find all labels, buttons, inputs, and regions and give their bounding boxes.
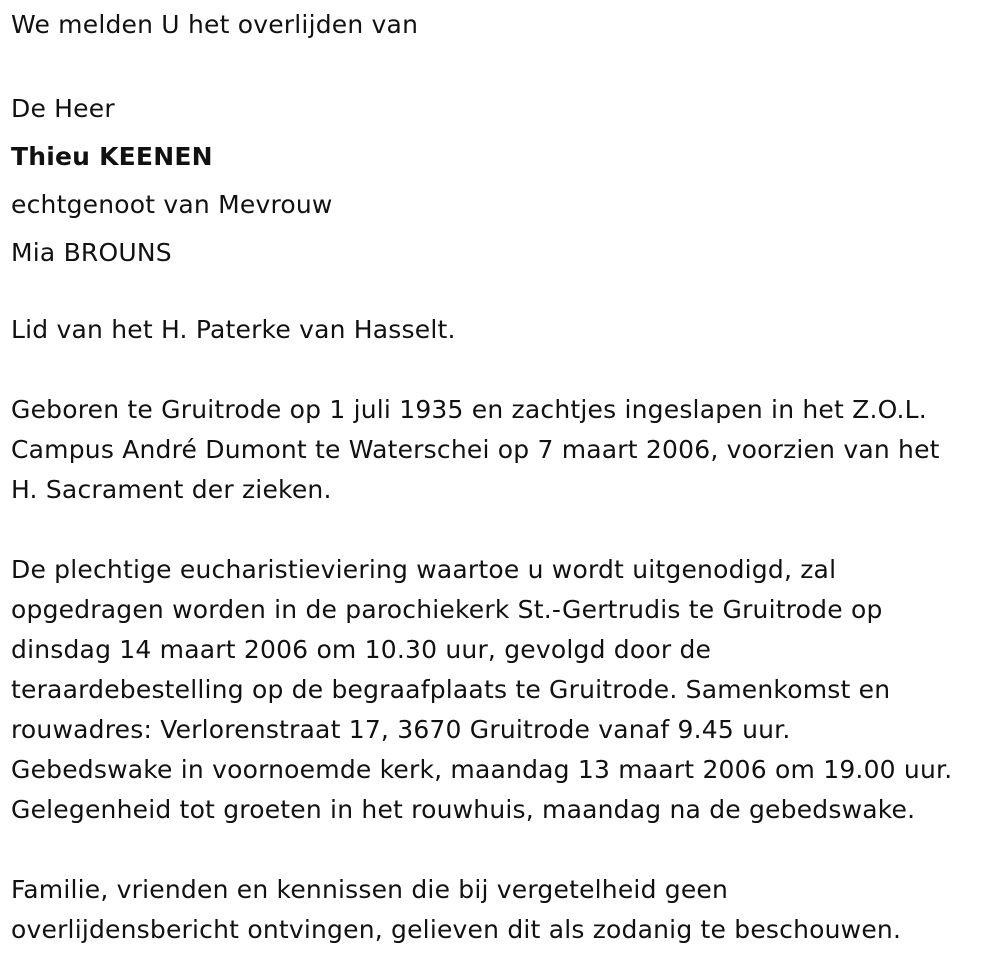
notice-line: overlijdensbericht ontvingen, gelieven dit als zodanig te beschouwen. xyxy=(11,915,902,944)
intro-text: We melden U het overlijden van xyxy=(11,10,419,39)
service-line: Gelegenheid tot groeten in het rouwhuis, maandag na de gebedswake. xyxy=(11,795,916,824)
deceased-title: De Heer xyxy=(11,94,115,123)
intro-paragraph xyxy=(11,5,418,45)
deceased-block xyxy=(11,85,333,277)
membership-paragraph xyxy=(11,310,456,350)
spouse-name: Mia BROUNS xyxy=(11,238,172,267)
notice-line: Familie, vrienden en kennissen die bij vergetelheid geen xyxy=(11,875,729,904)
deceased-name: Thieu KEENEN xyxy=(11,142,213,171)
birth-death-paragraph xyxy=(11,390,940,510)
service-line: Gebedswake in voornoemde kerk, maandag 13 maart 2006 om 19.00 uur. xyxy=(11,755,953,784)
membership-text: Lid van het H. Paterke van Hasselt. xyxy=(11,315,456,344)
deceased-relation: echtgenoot van Mevrouw xyxy=(11,190,333,219)
service-line: De plechtige eucharistieviering waartoe u wordt uitgenodigd, zal xyxy=(11,555,837,584)
service-paragraph xyxy=(11,550,952,830)
notice-paragraph xyxy=(11,870,901,950)
service-line: teraardebestelling op de begraafplaats te Gruitrode. Samenkomst en xyxy=(11,675,891,704)
service-line: rouwadres: Verlorenstraat 17, 3670 Gruitrode vanaf 9.45 uur. xyxy=(11,715,791,744)
service-line: opgedragen worden in de parochiekerk St.-Gertrudis te Gruitrode op xyxy=(11,595,883,624)
birth-death-line: H. Sacrament der zieken. xyxy=(11,475,332,504)
service-line: dinsdag 14 maart 2006 om 10.30 uur, gevolgd door de xyxy=(11,635,712,664)
birth-death-line: Geboren te Gruitrode op 1 juli 1935 en zachtjes ingeslapen in het Z.O.L. xyxy=(11,395,927,424)
birth-death-line: Campus André Dumont te Waterschei op 7 maart 2006, voorzien van het xyxy=(11,435,940,464)
